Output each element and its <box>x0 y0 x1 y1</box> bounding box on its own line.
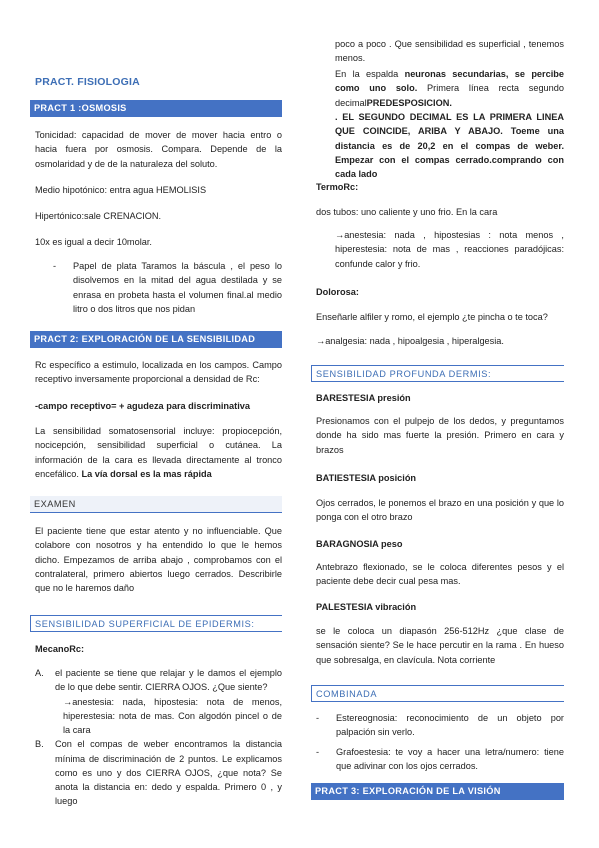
combinada-list <box>316 711 564 773</box>
examen-paragraph: El paciente tiene que estar atento y no influenciable. Que colabore con nosotros y ha entendido lo que le hemos dicho. Empezamos de arriba abajo , comprobamos con el contralateral, primero abiertos luego cerrados. Describirle que no le haremos daño <box>35 526 282 593</box>
bullet-marker: - <box>316 746 320 757</box>
via-dorsal-text: La vía dorsal es la mas rápida <box>81 468 212 479</box>
estereognosia-text: Estereognosia: reconocimiento de un objeto por palpación sin verlo. <box>336 713 564 738</box>
page-title: PRACT. FISIOLOGIA <box>35 76 140 88</box>
item-b-marker: B. <box>35 739 44 750</box>
papel-text: Papel de plata Taramos la báscula , el peso lo disolvemos en la mitad del agua destilada y se enrasa en probeta hasta el volumen final.al medio litro o dos litros que nos pidan <box>73 261 282 314</box>
item-a-marker: A. <box>35 668 44 678</box>
barestesia-text: Presionamos con el pulpejo de los dedos, y preguntamos donde ha sido mas fuerte la presión. Primero en cara y brazos <box>316 416 564 455</box>
molar-line: 10x es igual a decir 10molar. <box>35 237 152 247</box>
section-header-pract1: PRACT 1 :OSMOSIS <box>30 100 282 117</box>
batiestesia-text: Ojos cerrados, le ponemos el brazo en una posición y que lo ponga con el otro brazo <box>316 498 564 523</box>
weber-continuation: poco a poco . Que sensibilidad es superficial , tenemos menos. <box>335 39 564 64</box>
section-header-pract3: PRACT 3: EXPLORACIÓN DE LA VISIÓN <box>311 783 564 800</box>
grafoestesia-text: Grafoestesia: te voy a hacer una letra/numero: tiene que adivinar con los ojos cerrados. <box>336 746 564 771</box>
receptor-paragraph: Rc específico a estimulo, localizada en los campos. Campo receptivo inversamente proporcional a densidad de Rc: <box>35 360 282 385</box>
barestesia-title: BARESTESIA presión <box>316 393 411 403</box>
baragnosia-title: BARAGNOSIA peso <box>316 539 403 549</box>
dolorosa-text: Enseñarle alfiler y romo, el ejemplo ¿te pincha o te toca? <box>316 312 548 322</box>
campo-receptivo-line: -campo receptivo= + agudeza para discriminativa <box>35 401 250 411</box>
dolorosa-title: Dolorosa: <box>316 287 359 297</box>
sensibilidad-text: La sensibilidad somatosensorial incluye: propiocepción, nocicepción, sensibilidad superficial o cutánea. La información de la cara es llevada directamente al tronco encefálico. <box>35 426 282 479</box>
termo-title: TermoRc: <box>316 182 359 192</box>
bullet-marker: - <box>316 713 320 723</box>
dolorosa-sub: →analgesia: nada , hipoalgesia , hiperalgesia. <box>316 336 504 346</box>
item-b-text: Con el compas de weber encontramos la distancia mínima de discriminación de 2 puntos. Le explicamos como es uno y dos CIERRA OJOS, ¿que nota? Se anota la distancia en: dedo y espalda. Primero 0 , y luego <box>55 739 282 807</box>
list-item <box>316 745 564 774</box>
mecano-list <box>35 666 282 809</box>
batiestesia-title: BATIESTESIA posición <box>316 473 417 483</box>
bullet-marker: - <box>53 261 57 271</box>
predesposicion: PREDESPOSICION. <box>366 97 452 108</box>
list-item <box>53 259 282 316</box>
section-header-epidermis: SENSIBILIDAD SUPERFICIAL DE EPIDERMIS: <box>30 615 282 632</box>
espalda-paragraph <box>335 67 564 110</box>
papel-list <box>53 259 282 316</box>
hipertonico-line: Hipertónico:sale CRENACION. <box>35 211 162 221</box>
palestesia-text: se le coloca un diapasón 256-512Hz ¿que clase de sensación siente? Se le hace percutir en la rama . En hueso que sobresalga, en clavícula. Nota corriente <box>316 626 564 665</box>
tonicidad-paragraph: Tonicidad: capacidad de mover de mover hacia entro o hacia fuera por osmosis. Compara. Depende de la osmolaridad y de de la naturaleza del soluto. <box>35 130 282 169</box>
section-header-profunda: SENSIBILIDAD PROFUNDA DERMIS: <box>311 365 564 382</box>
item-a-sub: →anestesia: nada, hipostesia: nota de menos, hiperestesia: nota de mas. Con algodón pincel o de la cara <box>63 696 282 735</box>
item-a-text: el paciente se tiene que relajar y le damos el ejemplo de lo que debe sentir. CIERRA OJOS. ¿Que siente? <box>55 668 282 693</box>
espalda-bold: neuronas secundarias, se percibe como uno solo. <box>335 69 564 94</box>
espalda-text-2: Primera línea recta segundo decimal <box>335 83 564 108</box>
baragnosia-text: Antebrazo flexionado, se le coloca diferentes pesos y el paciente debe decir cual pesa mas. <box>316 562 564 587</box>
espalda-text-1: En la espalda <box>335 69 405 79</box>
list-item-b <box>35 737 282 808</box>
mecano-title: MecanoRc: <box>35 644 85 654</box>
list-item-a <box>35 666 282 737</box>
list-item <box>316 711 564 740</box>
termo-sub: →anestesia: nada , hipostesias : nota menos , hiperestesia: nota de mas , reacciones paradójicas: confunde calor y frio. <box>335 230 564 269</box>
section-header-examen: EXAMEN <box>30 496 282 513</box>
section-header-pract2: PRACT 2: EXPLORACIÓN DE LA SENSIBILIDAD <box>30 331 282 348</box>
palestesia-title: PALESTESIA vibración <box>316 602 417 612</box>
section-header-combinada: COMBINADA <box>311 685 564 702</box>
sensibilidad-paragraph <box>35 424 282 481</box>
segundo-decimal-paragraph: . EL SEGUNDO DECIMAL ES LA PRIMERA LINEA QUE COINCIDE, ARIBA Y ABAJO. Toeme una distancia es de 20,2 en el compas de weber. Empezar con el compas cerrado.comprando con cada lado <box>335 112 564 179</box>
hipotonico-line: Medio hipotónico: entra agua HEMOLISIS <box>35 185 207 195</box>
termo-text: dos tubos: uno caliente y uno frio. En la cara <box>316 207 498 217</box>
